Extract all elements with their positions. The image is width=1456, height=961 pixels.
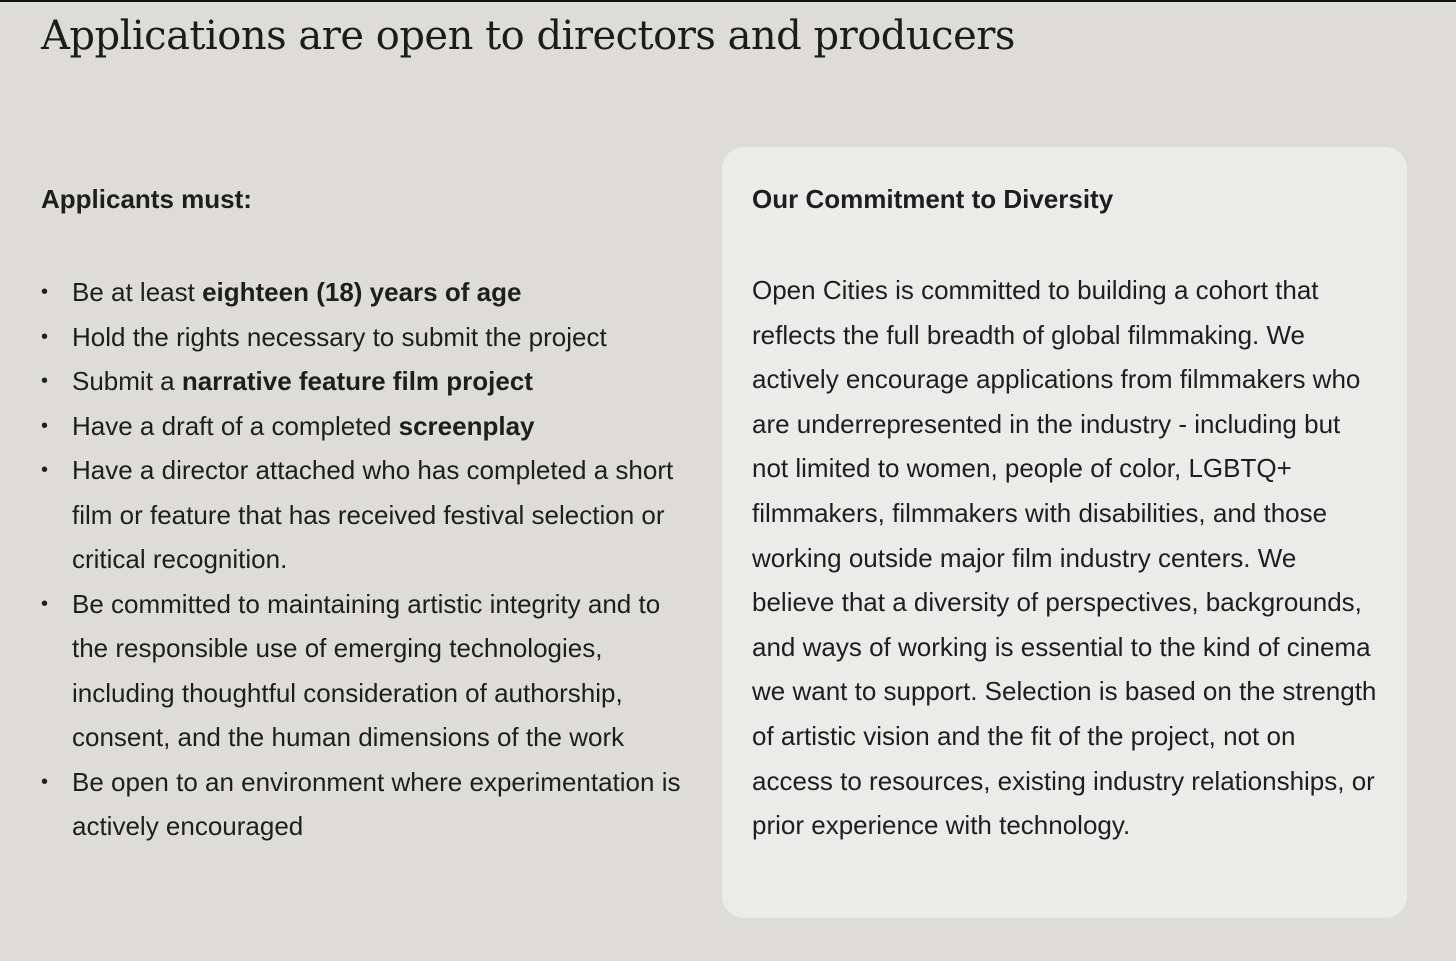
requirement-text: Be open to an environment where experimentation is actively encouraged bbox=[72, 766, 681, 841]
requirement-item-rights bbox=[41, 315, 681, 360]
bullet-icon: • bbox=[41, 370, 49, 392]
page-title: Applications are open to directors and producers bbox=[41, 13, 1015, 59]
bullet-icon: • bbox=[41, 414, 49, 437]
requirement-text: Be at least bbox=[72, 277, 203, 307]
bullet-icon: • bbox=[41, 770, 49, 793]
requirement-text: Be committed to maintaining artistic integrity and to the responsible use of emerging technologies, including thoughtful consideration of authorship, consent, and the human dimensions of the work bbox=[72, 588, 661, 752]
bullet-icon: • bbox=[41, 281, 49, 303]
bullet-icon: • bbox=[41, 325, 49, 348]
top-divider bbox=[0, 0, 1456, 2]
requirement-emphasis: screenplay bbox=[398, 410, 535, 441]
requirements-heading: Applicants must: bbox=[41, 184, 252, 214]
requirement-text: Hold the rights necessary to submit the project bbox=[72, 321, 607, 352]
diversity-heading: Our Commitment to Diversity bbox=[752, 184, 1114, 214]
requirement-item-screenplay bbox=[41, 404, 681, 449]
requirements-list bbox=[41, 270, 681, 849]
requirement-item-experimentation bbox=[41, 760, 681, 849]
bullet-icon: • bbox=[41, 459, 49, 481]
requirement-item-director bbox=[41, 448, 681, 582]
requirement-item-integrity bbox=[41, 582, 681, 760]
diversity-body: Open Cities is committed to building a cohort that reflects the full breadth of global filmmaking. We actively encourage applications from filmmakers who are underrepresented in the industry - including but not limited to women, people of color, LGBTQ+ filmmakers, filmmakers with disabilities, and those working outside major film industry centers. We believe that a diversity of perspectives, backgrounds, and ways of working is essential to the kind of cinema we want to support. Selection is based on the strength of artistic vision and the fit of the project, not on access to resources, existing industry relationships, or prior experience with technology. bbox=[752, 275, 1377, 841]
requirement-text: Submit a bbox=[72, 366, 182, 396]
bullet-icon: • bbox=[41, 592, 49, 615]
requirement-item-project bbox=[41, 359, 681, 404]
requirement-text: Have a draft of a completed bbox=[72, 410, 399, 441]
requirement-item-age bbox=[41, 270, 681, 315]
requirements-section bbox=[41, 180, 681, 849]
requirement-emphasis: narrative feature film project bbox=[181, 366, 533, 396]
diversity-card bbox=[722, 147, 1407, 918]
requirement-emphasis: eighteen (18) years of age bbox=[202, 277, 522, 307]
requirement-text: Have a director attached who has completed a short film or feature that has received festival selection or critical recognition. bbox=[72, 455, 674, 574]
